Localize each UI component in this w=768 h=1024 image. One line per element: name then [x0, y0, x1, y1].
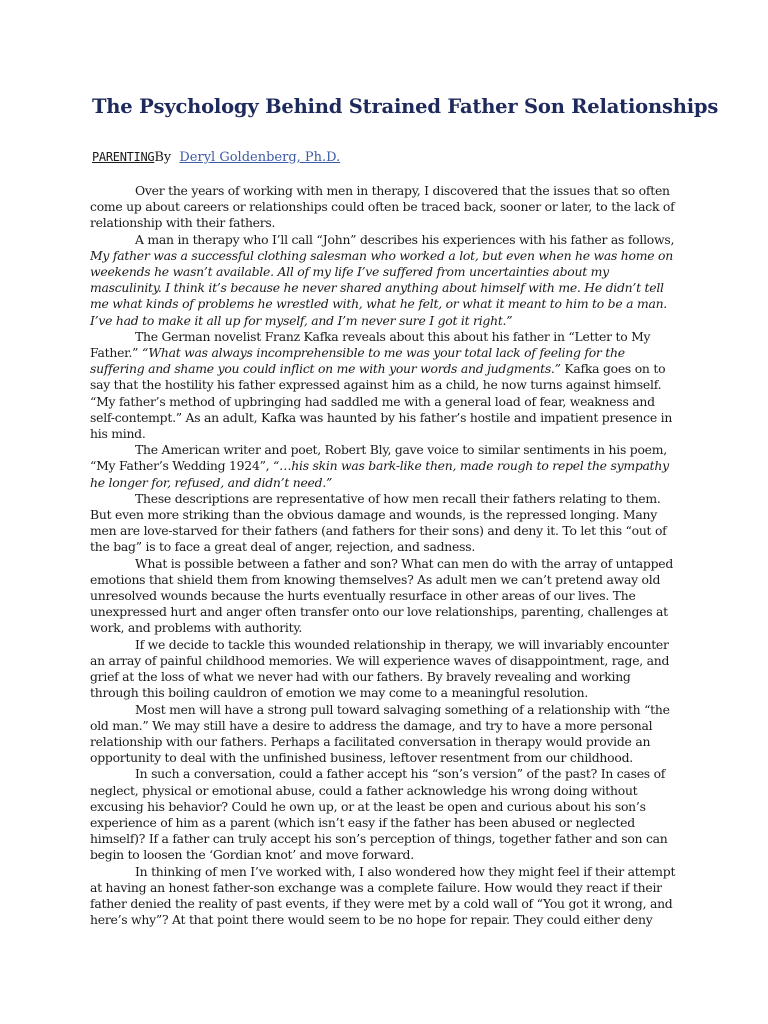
italic-quote: My father was a successful clothing salesman who worked a lot, but even when he was home on weekends he wasn’t available. All of my life I’ve suffered from uncertainties about my masculinity. I think it’s because he never shared anything about himself with me. He didn’t tell me what kinds of problems he wrestled with, what he felt, or what it meant to him to be a man. I’ve had to make it all up for myself, and I’m never sure I got it right.”: [90, 247, 673, 328]
paragraph-text: What is possible between a father and son? What can men do with the array of untapped emotions that shield them from knowing themselves? As adult men we can’t pretend away old unresolved wounds because the hurts eventually resurface in other areas of our lives. The unexpressed hurt and anger often transfer onto our love relationships, parenting, challenges at work, and problems with authority.: [90, 555, 674, 636]
paragraph: [90, 329, 680, 442]
paragraph: [90, 766, 680, 863]
category-link[interactable]: PARENTING: [92, 150, 155, 164]
paragraph: [90, 183, 680, 232]
paragraph-text: These descriptions are representative of how men recall their fathers relating to them. But even more striking than the obvious damage and wounds, is the repressed longing. Many men are love-starved for their fathers (and fathers for their sons) and deny it. To let this “out of the bag” is to face a great deal of anger, rejection, and sadness.: [90, 490, 667, 555]
author-link[interactable]: Deryl Goldenberg, Ph.D.: [179, 150, 341, 165]
paragraph: [90, 556, 680, 637]
paragraph-text: Kafka goes on to say that the hostility his father expressed against him as a child, he now turns against himself. “My father’s method of upbringing had saddled me with a general load of fear, weakness and self-contempt.” As an adult, Kafka was haunted by his father’s hostile and impatient presence in his mind.: [90, 361, 673, 442]
paragraph-text: In thinking of men I’ve worked with, I also wondered how they might feel if their attempt at having an honest father-son exchange was a complete failure. How would they react if their father denied the reality of past events, if they were met by a cold wall of “You got it wrong, and here’s why”? At that point there would seem to be no hope for repair. They could either deny: [90, 863, 676, 928]
paragraph: [90, 442, 680, 491]
paragraph: [90, 864, 680, 929]
paragraph-text: Over the years of working with men in therapy, I discovered that the issues that so often come up about careers or relationships could often be traced back, sooner or later, to the lack of relationship with their fathers.: [90, 183, 675, 231]
paragraph-text: The German novelist Franz Kafka reveals about this about his father in “Letter to My Father.”: [90, 328, 651, 361]
paragraph: [90, 491, 680, 556]
article-body: [90, 183, 680, 928]
paragraph-text: The American writer and poet, Robert Bly, gave voice to similar sentiments in his poem, “My Father’s Wedding 1924”,: [90, 442, 667, 474]
italic-quote: “What was always incomprehensible to me was your total lack of feeling for the suffering and shame you could inflict on me with your words and judgments.”: [90, 345, 625, 377]
italic-quote: “…his skin was bark-like then, made rough to repel the sympathy he longer for, refused, and didn’t need.”: [90, 458, 669, 490]
byline-by: By: [154, 150, 172, 165]
paragraph-text: Most men will have a strong pull toward salvaging something of a relationship with “the old man.” We may still have a desire to address the damage, and try to have a more personal relationship with our fathers. Perhaps a facilitated conversation in therapy would provide an opportunity to deal with the unfinished business, leftover resentment from our childhood.: [90, 701, 670, 766]
page-title: The Psychology Behind Strained Father Son Relationships: [92, 95, 719, 118]
byline: [92, 150, 340, 165]
paragraph: [90, 702, 680, 767]
paragraph-text: A man in therapy who I’ll call “John” describes his experiences with his father as follows,: [135, 231, 675, 247]
paragraph-text: In such a conversation, could a father accept his “son’s version” of the past? In cases of neglect, physical or emotional abuse, could a father acknowledge his wrong doing without excusing his behavior? Could he own up, or at the least be open and curious about his son’s experience of him as a parent (which isn’t easy if the father has been abused or neglected himself)? If a father can truly accept his son’s perception of things, together father and son can begin to loosen the ‘Gordian knot’ and move forward.: [90, 766, 668, 863]
paragraph: [90, 232, 680, 329]
paragraph: [90, 637, 680, 702]
paragraph-text: If we decide to tackle this wounded relationship in therapy, we will invariably encounter an array of painful childhood memories. We will experience waves of disappointment, rage, and grief at the loss of what we never had with our fathers. By bravely revealing and working through this boiling cauldron of emotion we may come to a meaningful resolution.: [90, 636, 670, 701]
